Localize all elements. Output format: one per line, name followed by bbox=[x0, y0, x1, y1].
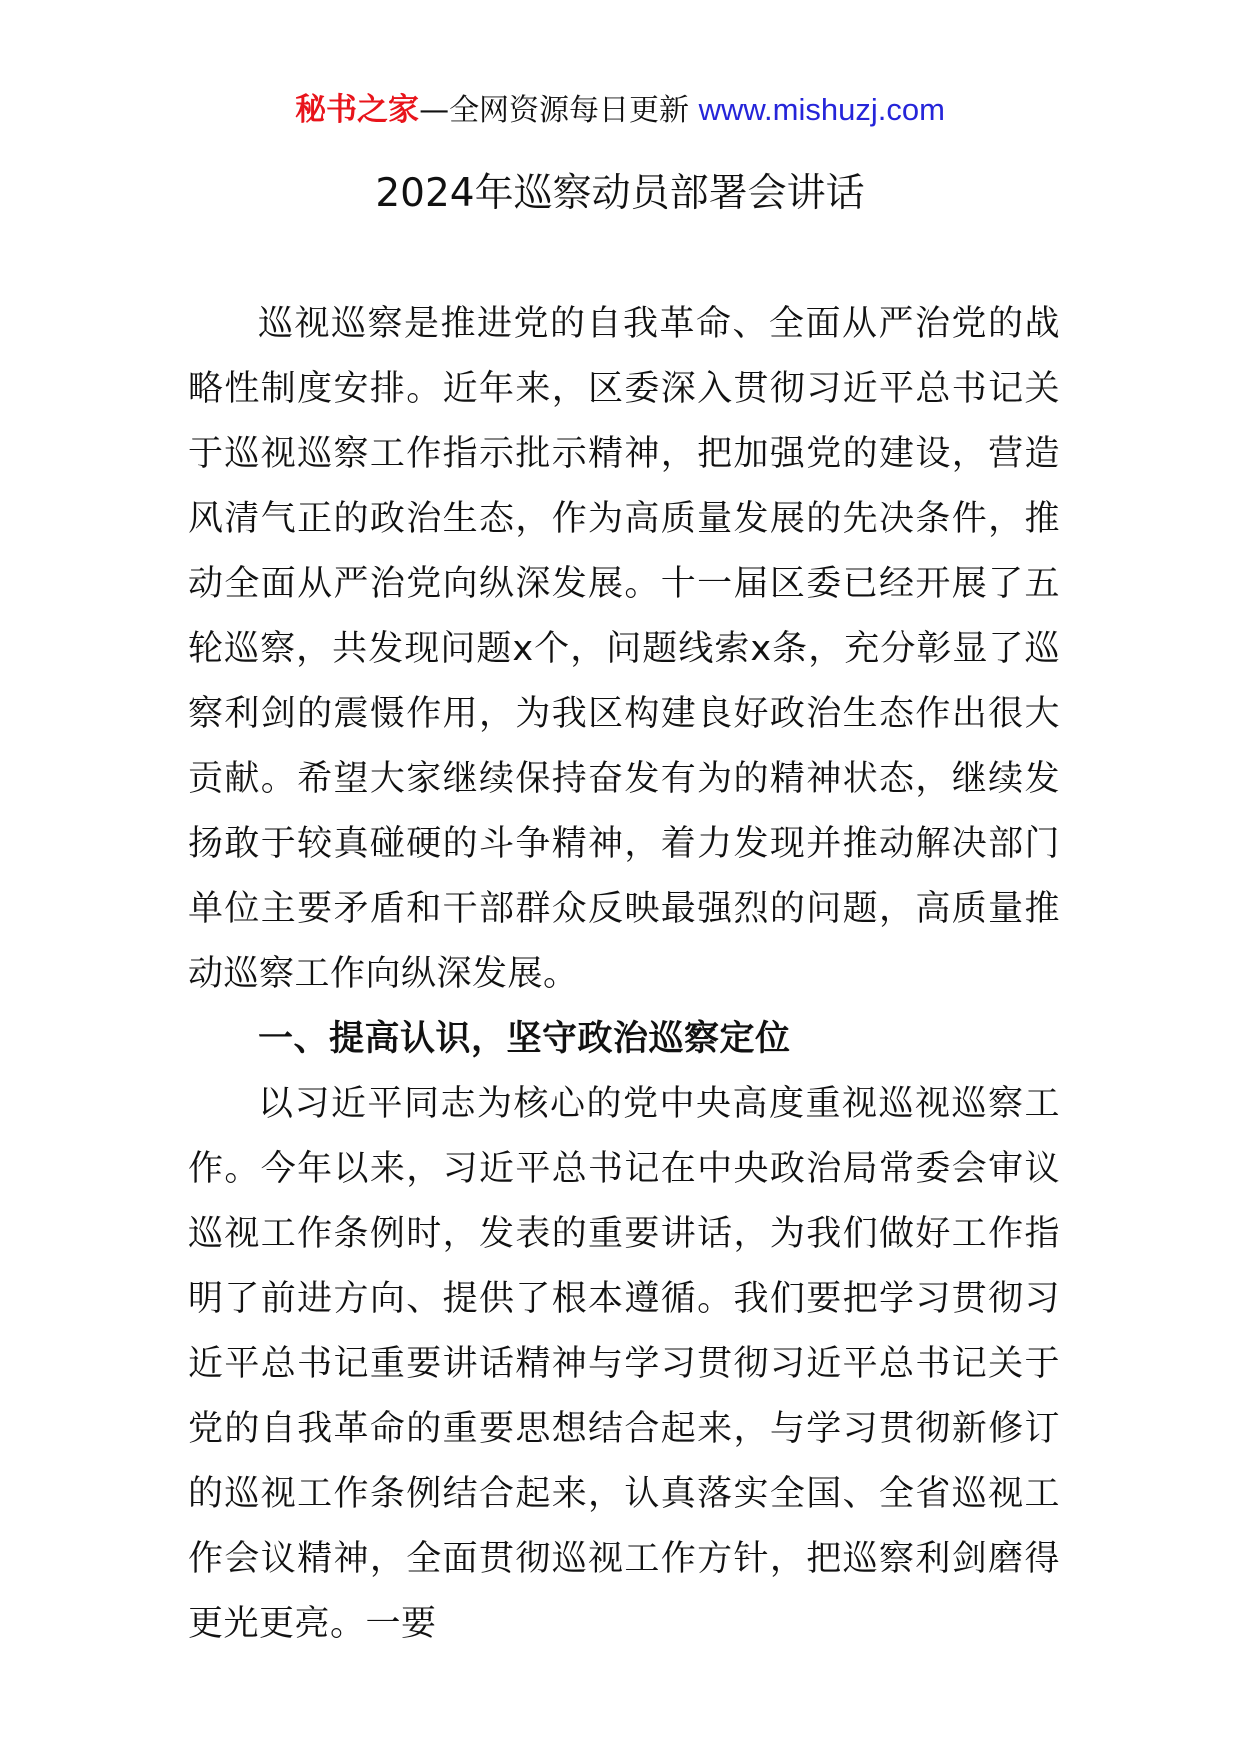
section-heading-1: 一、提高认识，坚守政治巡察定位 bbox=[258, 1019, 791, 1059]
document-body bbox=[188, 292, 1060, 1657]
brand-name: 秘书之家 bbox=[295, 92, 420, 128]
intro-paragraph: 巡视巡察是推进党的自我革命、全面从严治党的战略性制度安排。近年来，区委深入贯彻习近平总书记关于巡视巡察工作指示批示精神，把加强党的建设，营造风清气正的政治生态，作为高质量发展的先决条件，推动全面从严治党向纵深发展。十一届区委已经开展了五轮巡察，共发现问题x个，问题线索x条，充分彰显了巡察利剑的震慑作用，为我区构建良好政治生态作出很大贡献。希望大家继续保持奋发有为的精神状态，继续发扬敢于较真碰硬的斗争精神，着力发现并推动解决部门单位主要矛盾和干部群众反映最强烈的问题，高质量推动巡察工作向纵深发展。 bbox=[188, 304, 1060, 994]
section-1-paragraph: 以习近平同志为核心的党中央高度重视巡视巡察工作。今年以来，习近平总书记在中央政治局常委会审议巡视工作条例时，发表的重要讲话，为我们做好工作指明了前进方向、提供了根本遵循。我们要把学习贯彻习近平总书记重要讲话精神与学习贯彻习近平总书记关于党的自我革命的重要思想结合起来，与学习贯彻新修订的巡视工作条例结合起来，认真落实全国、全省巡视工作会议精神，全面贯彻巡视工作方针，把巡察利剑磨得更光更亮。一要 bbox=[188, 1084, 1060, 1644]
site-watermark-header bbox=[0, 88, 1240, 133]
site-url-link[interactable]: www.mishuzj.com bbox=[698, 92, 945, 127]
document-title: 2024年巡察动员部署会讲话 bbox=[375, 171, 865, 216]
header-tagline: —全网资源每日更新 bbox=[419, 93, 699, 128]
